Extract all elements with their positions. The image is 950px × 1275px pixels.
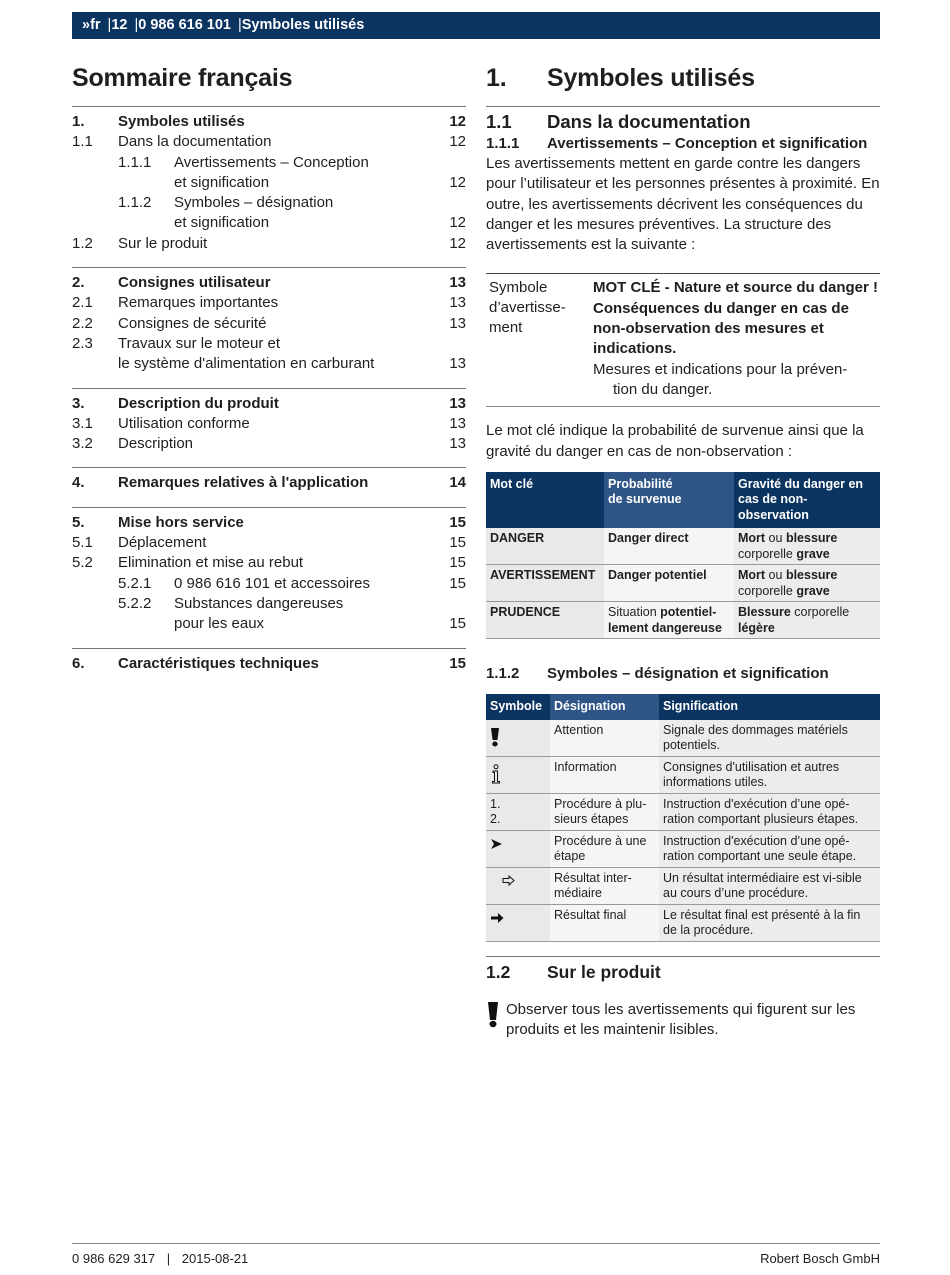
toc-entry-number: 6. [72, 654, 85, 672]
toc-entry-title [118, 473, 444, 493]
warning-structure-box [486, 273, 880, 407]
toc-entry-title [174, 153, 444, 194]
header-separator: | [107, 17, 112, 33]
toc-entry[interactable] [72, 594, 466, 635]
main-content [486, 64, 880, 1040]
toc-entry-title [118, 434, 444, 454]
subsection-title: Symboles – désignation et signification [547, 665, 829, 683]
toc-entry-title [174, 574, 444, 594]
toc-entry-number: 2.3 [72, 334, 93, 352]
symbol-cell [486, 867, 550, 904]
probability-cell [604, 565, 734, 602]
toc-entry-title [118, 314, 444, 334]
meaning-cell: Signale des dommages matériels potentiels. [659, 720, 880, 757]
toc-entry-number: 2.2 [72, 314, 93, 332]
footer-separator: | [166, 1251, 171, 1266]
toc-entry-text-cont: le système d'alimentation en carburant [118, 355, 375, 373]
toc-entry-title [118, 293, 444, 313]
outline-arrow-icon [490, 871, 515, 891]
toc-entry-number: 1.1 [72, 133, 93, 151]
toc-entry-text: 0 986 616 101 et accessoires [174, 574, 370, 592]
toc-entry-title [118, 394, 444, 414]
subsection-number: 1.1.1 [486, 135, 520, 152]
section-heading [486, 960, 880, 984]
probability-text: Situation [608, 605, 661, 620]
symbol-cell [486, 720, 550, 757]
keyword-table-row [486, 528, 880, 565]
meaning-cell: Consignes d'utilisation et autres informations utiles. [659, 756, 880, 793]
toc-entry[interactable] [72, 193, 466, 234]
subsection-title: Avertissements – Conception et signification [547, 135, 868, 152]
warning-keyword-line: MOT CLÉ - Nature et source du danger ! [593, 279, 879, 297]
toc-entry-page: 13 [449, 414, 466, 432]
toc-entry[interactable] [72, 293, 466, 313]
warning-consequence-line: Conséquences du danger en cas de non-observation des mesures et indications. [593, 299, 849, 358]
probability-cell [604, 528, 734, 565]
toc-entry-title [118, 414, 444, 434]
toc-entry-text-cont: et signification [174, 173, 270, 191]
header-page-number: 12 [111, 17, 128, 33]
intro-paragraph: Les avertissements mettent en garde contre les dangers pour l’utilisateur et les personnes présentes à proximité. En outre, les avertissements décrivent les conséquences du danger et les mesures préventives. La structure des avertissements est la suivante : [486, 155, 880, 254]
subsection-heading [486, 664, 880, 684]
toc-entry-text: Dans la documentation [118, 133, 272, 151]
header-section-title: Symboles utilisés [241, 17, 365, 33]
toc-entry-page: 13 [449, 355, 466, 373]
toc-entry-number: 2.1 [72, 294, 93, 312]
toc-entry-number: 3. [72, 394, 85, 412]
severity-text: corporelle [738, 546, 797, 561]
keyword-cell: PRUDENCE [486, 602, 604, 639]
severity-text: grave [796, 546, 830, 561]
page-header-bar [72, 12, 880, 39]
toc-entry-page: 12 [449, 113, 466, 130]
toc-title: Sommaire français [72, 64, 293, 92]
toc-entry-text: Symboles – désignation [174, 194, 334, 212]
symbol-table-row [486, 720, 880, 757]
footer-date: 2015-08-21 [181, 1251, 249, 1266]
probability-text: Danger direct [608, 531, 689, 546]
toc-entry-number: 3.2 [72, 435, 93, 453]
toc-entry-text: Utilisation conforme [118, 414, 250, 432]
toc-entry-number: 2. [72, 274, 85, 292]
keyword-table [486, 472, 880, 640]
toc-entry-text: Sur le produit [118, 234, 208, 252]
toc-entry[interactable] [72, 654, 466, 674]
designation-cell: Information [550, 756, 659, 793]
toc-entry-text: Consignes de sécurité [118, 314, 267, 332]
divider [486, 956, 880, 957]
toc-entry-title [118, 234, 444, 254]
toc-entry-text: Elimination et mise au rebut [118, 554, 304, 572]
probability-cell [604, 602, 734, 639]
product-warning-text: Observer tous les avertissements qui figurent sur les produits et les maintenir lisibles. [506, 1000, 856, 1039]
keyword-table-row [486, 602, 880, 639]
toc-section [72, 648, 466, 687]
severity-column-header: Gravité du danger en cas de non-observation [734, 472, 880, 529]
toc-entry-number: 3.1 [72, 414, 93, 432]
toc-entry-text-cont: pour les eaux [174, 615, 265, 633]
toc-entry[interactable] [72, 553, 466, 573]
severity-cell [734, 528, 880, 565]
section-heading [486, 110, 880, 134]
toc-entry-text-cont: et signification [174, 214, 270, 232]
toc-entry[interactable] [72, 414, 466, 434]
toc-entry-text: Description [118, 435, 194, 453]
toc-entry-text: Avertissements – Conception [174, 153, 369, 171]
arrowhead-icon [490, 834, 503, 855]
toc-entry-page: 15 [449, 615, 466, 633]
chapter-heading [486, 64, 880, 93]
bold-arrow-icon [490, 908, 504, 929]
toc-entry-number: 5. [72, 513, 85, 531]
header-language: »fr [82, 17, 101, 33]
toc-entry[interactable] [72, 334, 466, 375]
warning-measures-line-cont: tion du danger. [613, 380, 713, 398]
exclamation-icon [490, 723, 500, 752]
toc-entry-text: Déplacement [118, 534, 207, 552]
severity-text: blessure [785, 531, 838, 546]
toc-entry-text: Caractéristiques techniques [118, 654, 319, 672]
warning-measures-line: Mesures et indications pour la préven- [593, 360, 848, 378]
subsection-number: 1.1.2 [486, 665, 520, 683]
toc-entry-number: 5.2.2 [118, 594, 152, 612]
toc-entry-page: 12 [449, 133, 466, 151]
severity-cell [734, 602, 880, 639]
toc-entry-page: 13 [449, 394, 466, 412]
toc-section [72, 267, 466, 387]
toc-entry-page: 15 [449, 574, 466, 592]
toc-entry-number: 1. [72, 113, 85, 130]
severity-text: légère [738, 620, 775, 635]
toc-entry-title [118, 533, 444, 553]
toc-entry-number: 5.2.1 [118, 574, 152, 592]
toc-entry-title [174, 193, 444, 234]
section-number: 1.1 [486, 111, 512, 132]
product-warning [486, 1000, 880, 1041]
steps-icon: 1. 2. [490, 796, 501, 827]
toc-entry[interactable] [72, 394, 466, 414]
toc-body [72, 106, 466, 687]
symbol-table [486, 694, 880, 942]
toc-entry[interactable] [72, 574, 466, 594]
designation-cell: Résultat inter-médiaire [550, 867, 659, 904]
exclamation-icon [486, 1000, 506, 1041]
toc-entry-page: 12 [449, 234, 466, 252]
meaning-cell: Un résultat intermédiaire est vi-sible au cours d’une procédure. [659, 867, 880, 904]
toc-entry[interactable] [72, 434, 466, 454]
info-icon [490, 760, 502, 789]
toc-entry-number: 5.2 [72, 554, 93, 572]
header-part-number: 0 986 616 101 [138, 17, 231, 33]
toc-entry-page: 15 [449, 513, 466, 531]
chapter-title: Symboles utilisés [547, 64, 755, 92]
symbol-column-header: Symbole [486, 694, 550, 720]
toc-entry-text: Substances dangereuses [174, 594, 344, 612]
toc-entry-title [118, 132, 444, 152]
designation-cell: Résultat final [550, 904, 659, 941]
keyword-column-header: Mot clé [486, 472, 604, 529]
severity-text: Mort [738, 568, 766, 583]
toc-entry[interactable] [72, 273, 466, 293]
meaning-column-header: Signification [659, 694, 880, 720]
severity-text: ou [765, 568, 786, 583]
toc-entry[interactable] [72, 314, 466, 334]
meaning-cell: Instruction d'exécution d’une opé-ration comportant une seule étape. [659, 830, 880, 867]
header-separator: | [237, 17, 242, 33]
designation-cell: Procédure à une étape [550, 830, 659, 867]
toc-entry-number: 1.1.1 [118, 153, 152, 171]
toc-entry-page: 12 [449, 214, 466, 232]
toc-entry-text: Mise hors service [118, 513, 244, 531]
symbol-cell [486, 904, 550, 941]
footer-company: Robert Bosch GmbH [760, 1251, 880, 1266]
section-title: Dans la documentation [547, 111, 751, 132]
toc-entry-page: 13 [449, 294, 466, 312]
toc-entry[interactable] [72, 112, 466, 132]
toc-entry-page: 15 [449, 534, 466, 552]
warning-symbol-label: Symbole d’avertisse- ment [489, 279, 566, 337]
severity-text: blessure [785, 568, 838, 583]
symbol-table-row [486, 904, 880, 941]
section-number: 1.2 [486, 961, 511, 982]
toc-entry-text: Consignes utilisateur [118, 274, 271, 292]
toc-entry-text: Travaux sur le moteur et [118, 334, 281, 352]
toc-entry-page: 13 [449, 435, 466, 453]
toc-entry-number: 1.1.2 [118, 194, 152, 212]
symbol-cell [486, 830, 550, 867]
symbol-table-row [486, 830, 880, 867]
toc-entry-title [118, 334, 444, 375]
toc-entry-text: Symboles utilisés [118, 113, 245, 130]
symbol-table-row [486, 867, 880, 904]
toc-entry-page: 13 [449, 314, 466, 332]
toc-entry-page: 15 [449, 554, 466, 572]
keyword-table-row [486, 565, 880, 602]
footer-divider [72, 1243, 880, 1244]
toc-section [72, 106, 466, 267]
divider [486, 106, 880, 107]
severity-text: ou [765, 531, 786, 546]
toc-entry[interactable] [72, 533, 466, 553]
symbol-table-row [486, 793, 880, 830]
header-separator: | [134, 17, 139, 33]
footer-doc-info [72, 1251, 248, 1266]
toc-entry[interactable] [72, 513, 466, 533]
severity-cell [734, 565, 880, 602]
severity-text: corporelle [738, 583, 797, 598]
toc-entry-title [118, 273, 444, 293]
toc-entry-page: 14 [449, 474, 466, 492]
designation-cell: Attention [550, 720, 659, 757]
symbol-cell [486, 793, 550, 830]
keyword-intro-paragraph: Le mot clé indique la probabilité de survenue ainsi que la gravité du danger en cas de non-observation : [486, 422, 864, 460]
toc-section [72, 388, 466, 468]
toc-entry[interactable] [72, 153, 466, 194]
meaning-cell: Instruction d'exécution d’une opé-ration comportant plusieurs étapes. [659, 793, 880, 830]
toc-entry-number: 4. [72, 474, 85, 492]
toc-entry-number: 1.2 [72, 234, 93, 252]
symbol-table-row [486, 756, 880, 793]
symbol-cell [486, 756, 550, 793]
designation-cell: Procédure à plu-sieurs étapes [550, 793, 659, 830]
toc-entry-text: Description du produit [118, 394, 279, 412]
toc-entry-title [118, 112, 444, 132]
warning-structure-text [593, 278, 880, 400]
probability-text-bold: potentiel-lement dangereuse [608, 605, 722, 635]
toc-entry[interactable] [72, 473, 466, 493]
toc-section [72, 467, 466, 506]
toc-entry[interactable] [72, 234, 466, 254]
toc-entry-page: 12 [449, 173, 466, 191]
toc-entry-title [118, 654, 444, 674]
toc-entry-number: 5.1 [72, 534, 93, 552]
subsection-heading [486, 134, 880, 154]
table-of-contents [72, 64, 466, 687]
keyword-cell: DANGER [486, 528, 604, 565]
severity-text: grave [796, 583, 830, 598]
toc-entry-title [174, 594, 444, 635]
chapter-number: 1. [486, 64, 507, 92]
severity-text: Blessure [738, 605, 791, 620]
toc-entry-page: 15 [449, 654, 466, 672]
toc-section [72, 507, 466, 648]
probability-column-header: Probabilité de survenue [604, 472, 734, 529]
designation-column-header: Désignation [550, 694, 659, 720]
section-title: Sur le produit [547, 961, 661, 982]
probability-text: Danger potentiel [608, 568, 707, 583]
footer-doc-number: 0 986 629 317 [72, 1251, 156, 1266]
toc-entry-title [118, 553, 444, 573]
toc-entry-title [118, 513, 444, 533]
keyword-cell: AVERTISSEMENT [486, 565, 604, 602]
toc-entry-text: Remarques importantes [118, 294, 279, 312]
severity-text: Mort [738, 531, 766, 546]
toc-entry-text: Remarques relatives à l'application [118, 474, 369, 492]
severity-text: corporelle [790, 605, 850, 620]
toc-entry[interactable] [72, 132, 466, 152]
toc-entry-page: 13 [449, 274, 466, 292]
meaning-cell: Le résultat final est présenté à la fin de la procédure. [659, 904, 880, 941]
